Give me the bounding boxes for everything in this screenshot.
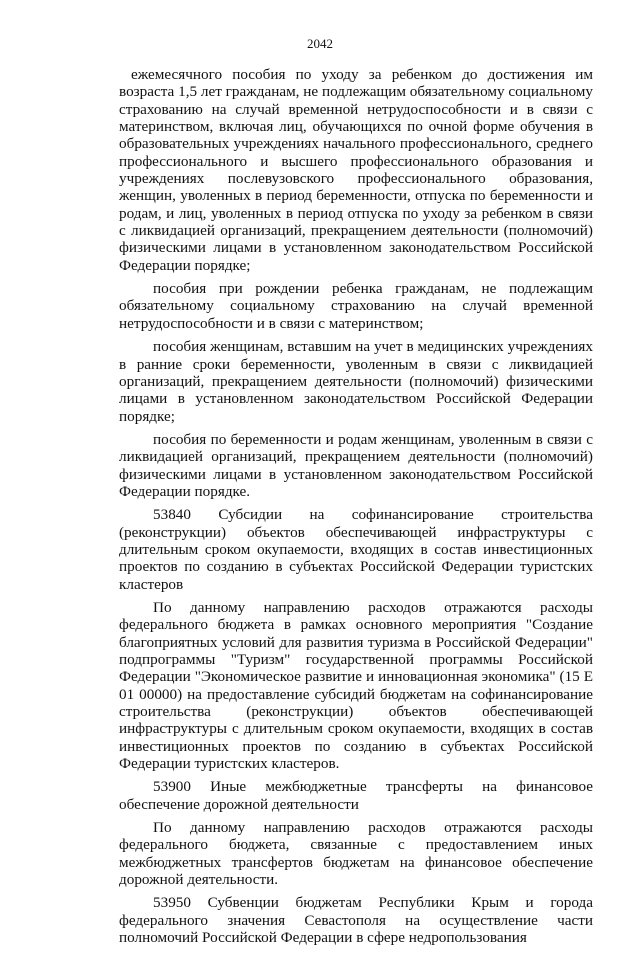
paragraph-early-pregnancy-allowance: пособия женщинам, вставшим на учет в медицинских учреждениях в ранние сроки беременности, уволенным в связи с ликвидацией организаций, прекращением деятельности (полномочий) физическими лицами в установленном законодательством Российской Федерации порядке; — [119, 338, 593, 425]
paragraph-heading-53840: 53840 Субсидии на софинансирование строительства (реконструкции) объектов обеспечивающей инфраструктуры с длительным сроком окупаемости, входящих в состав инвестиционных проектов по созданию в субъектах Российской Федерации туристских кластеров — [119, 506, 593, 593]
paragraph-maternity-allowance: пособия по беременности и родам женщинам, уволенным в связи с ликвидацией организаций, прекращением деятельности (полномочий) физическими лицами в установленном законодательством Российской Федерации порядке. — [119, 430, 593, 500]
paragraph-53840-description: По данному направлению расходов отражаются расходы федерального бюджета в рамках основного мероприятия "Создание благоприятных условий для развития туризма в Российской Федерации" подпрограммы "Туризм" государственной программы Российской Федерации "Экономическое развитие и инновационная экономика" (15 Е 01 00000) на предоставление субсидий бюджетам на софинансирование строительства (реконструкции) объектов обеспечивающей инфраструктуры с длительным сроком окупаемости, входящих в состав инвестиционных проектов по созданию в субъектах Российской Федерации туристских кластеров. — [119, 598, 593, 773]
paragraph-monthly-childcare-allowance: ежемесячного пособия по уходу за ребенком до достижения им возраста 1,5 лет гражданам, не подлежащим обязательному социальному страхованию на случай временной нетрудоспособности и в связи с материнством, включая лиц, обучающихся по очной форме обучения в образовательных учреждениях начального профессионального, среднего профессионального и высшего профессионального образования и учреждениях послевузовского профессионального образования, женщин, уволенных в период беременности, отпуска по беременности и родам, и лиц, уволенных в период отпуска по уходу за ребенком в связи с ликвидацией организаций, прекращением деятельности (полномочий) физическими лицами в установленном законодательством Российской Федерации порядке; — [119, 66, 593, 274]
paragraph-53900-description: По данному направлению расходов отражаются расходы федерального бюджета, связанные с предоставлением иных межбюджетных трансфертов бюджетам на финансовое обеспечение дорожной деятельности. — [119, 819, 593, 889]
paragraph-heading-53950: 53950 Субвенции бюджетам Республики Крым и города федерального значения Севастополя на осуществление части полномочий Российской Федерации в сфере недропользования — [119, 894, 593, 947]
document-body — [119, 66, 593, 953]
paragraph-birth-allowance: пособия при рождении ребенка гражданам, не подлежащим обязательному социальному страхованию на случай временной нетрудоспособности и в связи с материнством; — [119, 280, 593, 332]
paragraph-heading-53900: 53900 Иные межбюджетные трансферты на финансовое обеспечение дорожной деятельности — [119, 778, 593, 813]
page-number: 2042 — [307, 36, 333, 51]
